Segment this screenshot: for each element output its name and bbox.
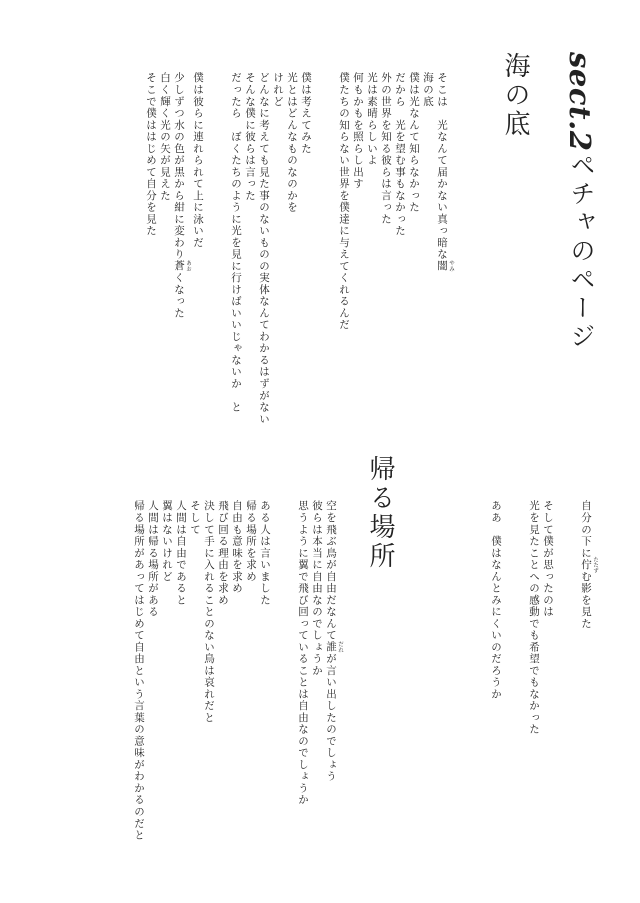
- poem-line: 僕は考えてみた: [300, 72, 312, 155]
- poem-line: 思うように翼で飛び回っていることは自由なのでしょうか: [297, 500, 309, 806]
- poem1-title: 海の底: [500, 52, 530, 140]
- poem-line: 僕は彼らに連れられて上に泳いだ: [192, 72, 204, 249]
- poem-line: 何もかもを照らし出す: [352, 72, 364, 190]
- poem1-body-top: [144, 72, 454, 425]
- poem-line: 帰る場所があってはじめて自由という言葉の意味がわかるのだと: [133, 500, 145, 842]
- poem1-body-bottom: [489, 500, 598, 735]
- poem-line: 外の世界を知る彼らは言った: [380, 72, 392, 225]
- poem-line: 海の底: [422, 72, 434, 108]
- poem-line: 光を見たことへの感動でも希望でもなかった: [528, 500, 540, 736]
- poem-line: ある人は言いました: [259, 500, 271, 606]
- poem-line: 自分の下に佇 たたずむ影を見た: [580, 500, 598, 630]
- poem-line: そんな僕に彼らは言った: [244, 72, 256, 202]
- poem2-body: [132, 500, 343, 841]
- poem-line: 少しずつ水の色が黒から紺に変わり蒼 あおくなった: [173, 72, 191, 319]
- poem-line: そして: [189, 500, 201, 536]
- poem-line: 人間は帰る場所がある: [147, 500, 159, 618]
- page-title: ペチャのページ: [567, 152, 596, 352]
- poem2-title: 帰る場所: [365, 455, 395, 572]
- poem-line: 白く輝く光の矢が見えた: [159, 72, 171, 202]
- poem-line: 自由も意味を求め: [231, 500, 243, 595]
- poem-line: 光とはどんなものなのかを: [286, 72, 298, 214]
- poem-line: 僕は光なんて知らなかった: [408, 72, 420, 214]
- poem-line: そこで僕ははじめて自分を見た: [145, 72, 157, 237]
- poem-line: 決して手に入れることのない鳥は哀れだと: [203, 500, 215, 724]
- poem-line: 翼はないけれど: [161, 500, 173, 583]
- poem-line: 光は素晴らしいよ: [366, 72, 378, 167]
- poem-line: 帰る場所を求め: [245, 500, 257, 583]
- poem-line: 飛び回る理由を求め: [217, 500, 229, 606]
- poem-line: 僕たちの知らない世界を僕達に与えてくれるんだ: [338, 72, 350, 331]
- poem-line: ああ 僕はなんとみにくいのだろうか: [490, 500, 502, 700]
- poem-line: 人間は自由であると: [175, 500, 187, 606]
- poem-line: 空を飛ぶ鳥が自由だなんて誰 だれが言い出したのでしょう: [325, 500, 343, 783]
- poem-line: けれど: [272, 72, 284, 108]
- poem-line: 彼らは本当に自由なのでしょうか: [311, 500, 323, 677]
- poem-line: そこは 光なんて届かない真っ暗な闇 やみ: [436, 72, 454, 272]
- poem-line: そして僕が思ったのは: [542, 500, 554, 618]
- poem-line: だったら ぼくたちのように光を見に行けばいいじゃないか と: [230, 72, 242, 414]
- poem-line: どんなに考えても見た事のないものの実体なんてわかるはずがない: [258, 72, 270, 425]
- sect-label: sect.2: [563, 52, 597, 152]
- poem-line: だから 光を望む事もなかった: [394, 72, 406, 237]
